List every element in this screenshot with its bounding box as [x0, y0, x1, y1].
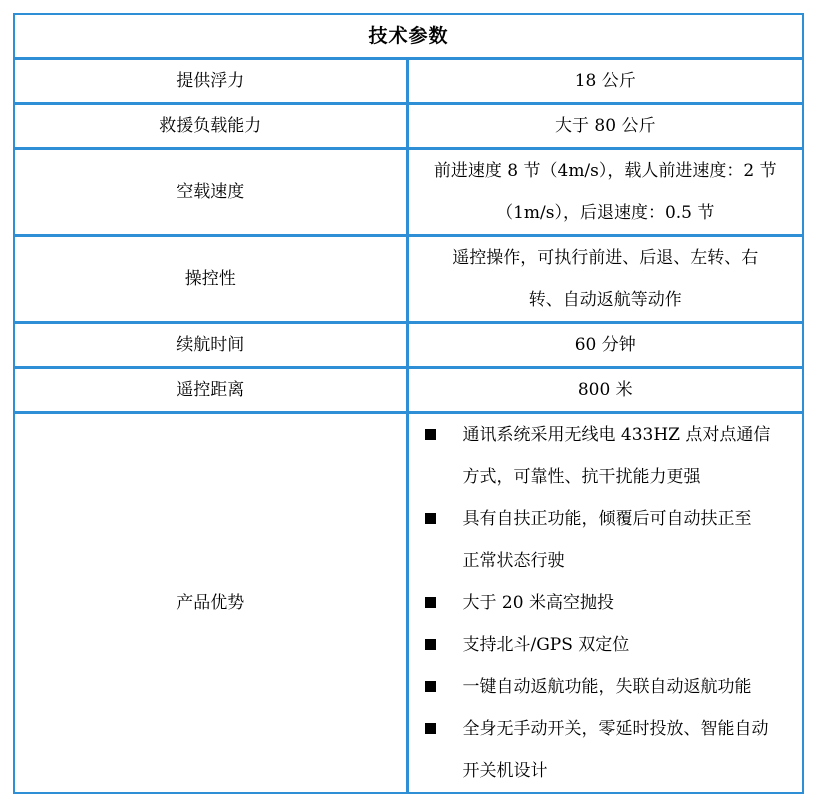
table-title: 技术参数	[15, 15, 802, 60]
list-item	[421, 498, 791, 582]
square-bullet-icon	[425, 597, 436, 608]
table-row	[15, 150, 802, 237]
value-line: 前进速度 8 节（4m/s），载人前进速度：2 节	[433, 161, 777, 181]
value-line: 遥控操作，可执行前进、后退、左转、右	[452, 248, 759, 268]
item-line: 开关机设计	[462, 761, 548, 781]
item-line: 正常状态行驶	[462, 551, 565, 571]
item-line: 一键自动返航功能，失联自动返航功能	[462, 677, 752, 697]
row-value: 大于 80 公斤	[409, 105, 803, 150]
technical-parameters-table	[13, 13, 804, 794]
square-bullet-icon	[425, 681, 436, 692]
value-line: 转、自动返航等动作	[528, 290, 682, 310]
list-item	[421, 624, 791, 666]
item-line: 全身无手动开关，零延时投放、智能自动	[462, 719, 769, 739]
list-item	[421, 666, 791, 708]
row-label: 续航时间	[15, 324, 409, 369]
advantages-list	[421, 414, 791, 792]
list-item	[421, 414, 791, 498]
row-label: 产品优势	[15, 414, 409, 792]
square-bullet-icon	[425, 639, 436, 650]
row-label: 救援负载能力	[15, 105, 409, 150]
row-value	[409, 414, 803, 792]
row-label: 提供浮力	[15, 60, 409, 105]
list-item	[421, 582, 791, 624]
table-row	[15, 237, 802, 324]
item-line: 支持北斗/GPS 双定位	[462, 635, 630, 655]
item-line: 通讯系统采用无线电 433HZ 点对点通信	[462, 425, 771, 445]
table-row	[15, 414, 802, 792]
square-bullet-icon	[425, 723, 436, 734]
row-value	[409, 150, 803, 237]
row-label: 操控性	[15, 237, 409, 324]
table-row	[15, 324, 802, 369]
row-value: 800 米	[409, 369, 803, 414]
item-line: 大于 20 米高空抛投	[462, 593, 614, 613]
title-row	[15, 15, 802, 60]
row-label: 遥控距离	[15, 369, 409, 414]
table-row	[15, 105, 802, 150]
square-bullet-icon	[425, 513, 436, 524]
table-row	[15, 369, 802, 414]
table-row	[15, 60, 802, 105]
item-line: 具有自扶正功能，倾覆后可自动扶正至	[462, 509, 752, 529]
row-label: 空载速度	[15, 150, 409, 237]
value-line: （1m/s），后退速度：0.5 节	[496, 203, 715, 223]
row-value	[409, 237, 803, 324]
row-value: 18 公斤	[409, 60, 803, 105]
square-bullet-icon	[425, 429, 436, 440]
item-line: 方式，可靠性、抗干扰能力更强	[462, 467, 701, 487]
row-value: 60 分钟	[409, 324, 803, 369]
list-item	[421, 708, 791, 792]
